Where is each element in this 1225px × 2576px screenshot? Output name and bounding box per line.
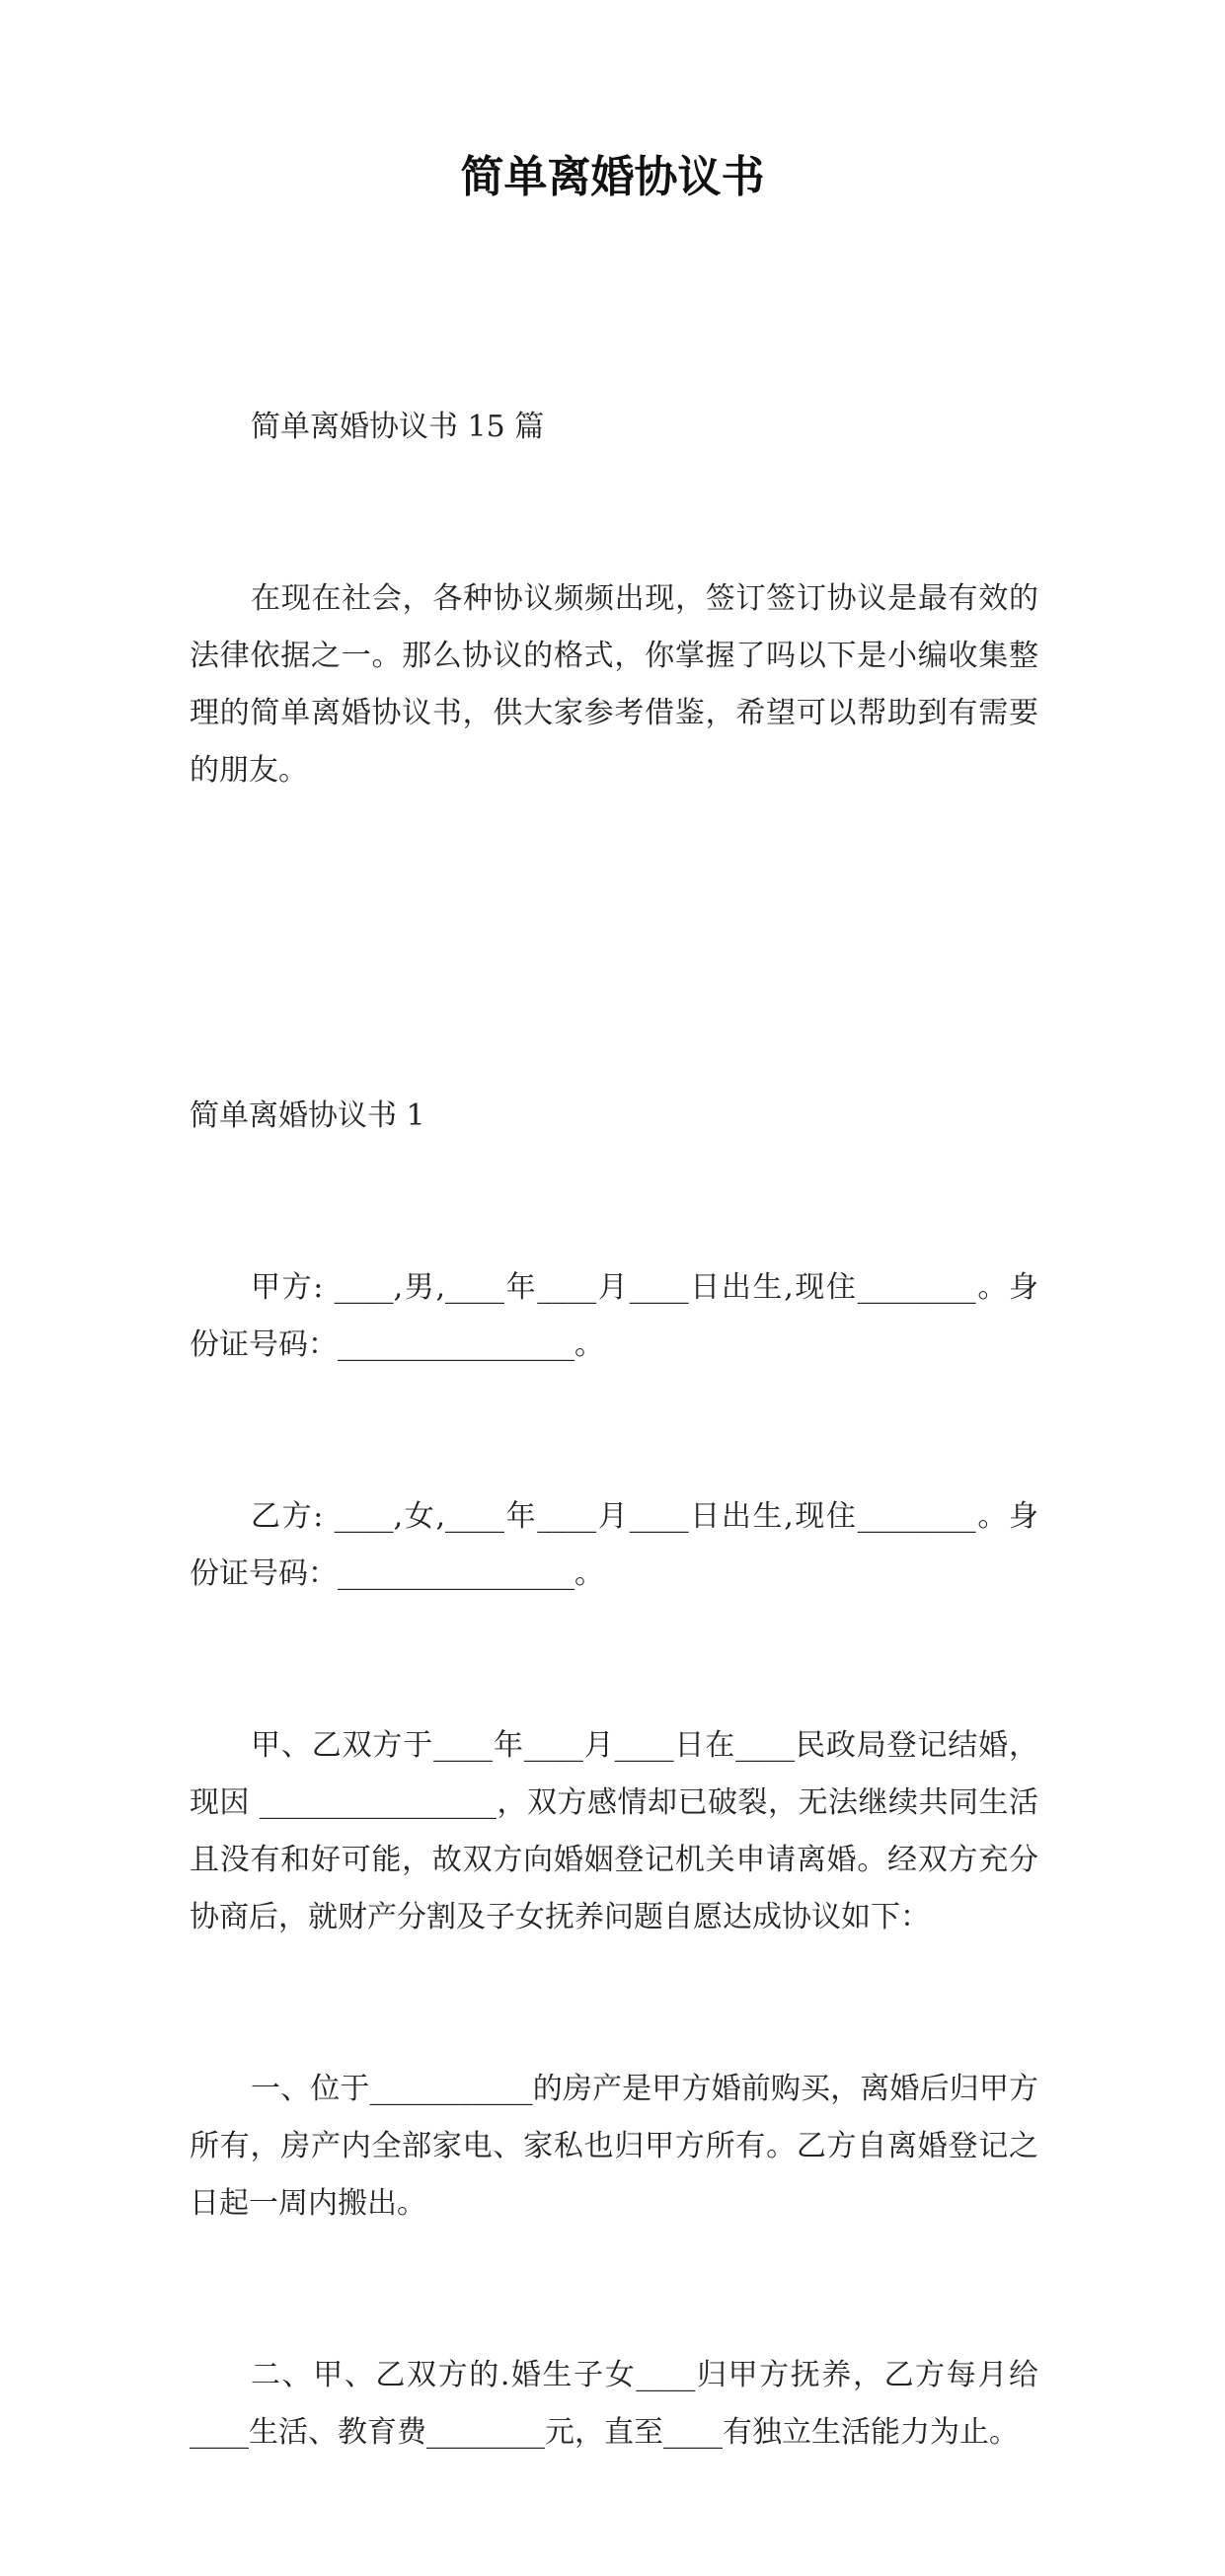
party-b-paragraph: 乙方: ____,女,____年____月____日出生,现住________。身份证号码：________________。 xyxy=(190,1499,1038,1591)
property-clause: 一、位于___________的房产是甲方婚前购买，离婚后归甲方所有，房产内全部家电、家私也归甲方所有。乙方自离婚登记之日起一周内搬出。 xyxy=(190,2072,1038,2221)
party-a-paragraph: 甲方: ____,男,____年____月____日出生,现住________。身份证号码：________________。 xyxy=(190,1270,1038,1362)
subtitle-paragraph: 简单离婚协议书 15 篇 xyxy=(251,410,545,444)
intro-paragraph: 在现在社会，各种协议频频出现，签订签订协议是最有效的法律依据之一。那么协议的格式，你掌握了吗以下是小编收集整理的简单离婚协议书，供大家参考借鉴，希望可以帮助到有需要的朋友。 xyxy=(190,581,1038,788)
marriage-paragraph: 甲、乙双方于____年____月____日在____民政局登记结婚，现因 ________________，双方感情却已破裂，无法继续共同生活且没有和好可能，故双方向婚姻登记机关申请离婚。经双方充分协商后，就财产分割及子女抚养问题自愿达成协议如下： xyxy=(190,1728,1038,1934)
section-heading: 简单离婚协议书 1 xyxy=(190,1099,425,1133)
child-custody-clause: 二、甲、乙双方的.婚生子女____归甲方抚养，乙方每月给____生活、教育费________元，直至____有独立生活能力为止。 xyxy=(190,2358,1038,2450)
document-title: 简单离婚协议书 xyxy=(460,152,765,202)
document-body xyxy=(190,284,1038,2576)
section-gap xyxy=(190,914,1038,973)
